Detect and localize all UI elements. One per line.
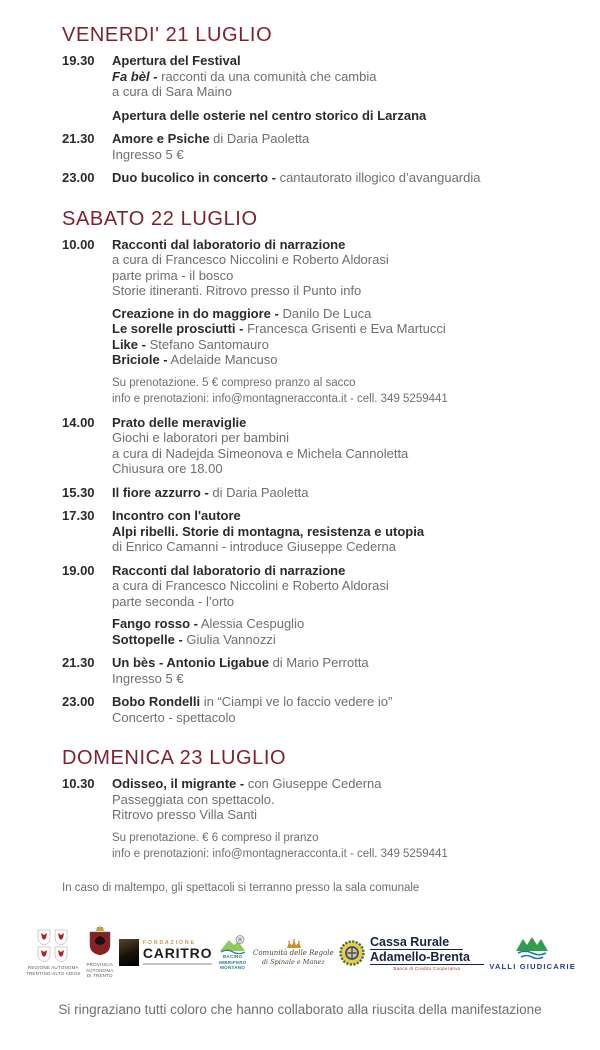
bad-weather-note: In caso di maltempo, gli spettacoli si terranno presso la sala comunale: [62, 881, 420, 894]
event-paragraph: [112, 375, 566, 407]
caritro-tagline-bar: [143, 963, 212, 965]
text-segment: parte prima - il bosco: [112, 267, 234, 283]
event-body: [112, 237, 566, 407]
event-body: [112, 485, 566, 501]
text-segment: Bobo Rondelli: [112, 694, 201, 709]
event-line: [112, 306, 566, 322]
text-segment: a cura di Francesco Niccolini e Roberto Aldorasi: [112, 578, 389, 593]
event-paragraph: [112, 655, 566, 686]
cassa-rurale-subtitle: Banca di Credito Cooperativo: [393, 965, 461, 971]
logo-comunita-regole-spinale-manez: [253, 939, 334, 966]
logo-cassa-rurale-adamello-brenta: [339, 935, 484, 971]
event-time: 14.00: [62, 414, 95, 430]
event-paragraph: [112, 237, 566, 299]
text-segment: Racconti dal laboratorio di narrazione: [112, 236, 346, 252]
regole-label-line2: di Spinale e Manez: [261, 958, 325, 966]
text-segment: Alessia Cespuglio: [197, 616, 305, 631]
bim-label-line1: BACINO: [222, 954, 243, 960]
event-time: 21.30: [62, 655, 95, 670]
event-time: 10.00: [62, 236, 95, 252]
text-segment: Apertura delle osterie nel centro storico di Larzana: [112, 107, 427, 123]
event-line: [112, 807, 566, 823]
event-line: [112, 461, 566, 477]
text-segment: a cura di Nadejda Simeonova e Michela Cannoletta: [112, 445, 409, 461]
event-body: [112, 776, 566, 862]
event-row: [62, 53, 566, 100]
text-segment: Fa bèl -: [112, 68, 158, 84]
text-segment: Creazione in do maggiore -: [112, 305, 279, 321]
event-line: [112, 415, 566, 431]
provincia-caption-line3: DI TRENTO: [86, 973, 113, 979]
event-paragraph: [112, 616, 566, 647]
text-segment: info e prenotazioni: info@montagneracconta.it - cell. 349 5259441: [112, 392, 448, 405]
valli-giudicarie-label: VALLI GIUDICARIE: [489, 961, 576, 971]
text-segment: Like -: [112, 336, 146, 352]
event-line: [112, 563, 566, 579]
event-line: [112, 53, 566, 69]
event-row: [62, 108, 566, 124]
text-segment: Su prenotazione. € 6 compreso il pranzo: [112, 831, 319, 844]
event-time: 23.00: [62, 170, 95, 185]
event-body: [112, 694, 566, 725]
text-segment: Duo bucolico in concerto -: [112, 170, 276, 185]
event-body: [112, 563, 566, 648]
text-segment: Odisseo, il migrante -: [112, 776, 245, 791]
text-segment: Danilo De Luca: [278, 305, 372, 321]
cassa-rurale-emblem-icon: [339, 940, 365, 966]
text-segment: di Daria Paoletta: [209, 131, 310, 146]
text-segment: di Mario Perrotta: [268, 655, 369, 670]
text-segment: Un bès - Antonio Ligabue: [112, 655, 269, 670]
event-line: [112, 539, 566, 555]
event-body: [112, 108, 566, 124]
event-paragraph: [112, 53, 566, 100]
text-segment: Stefano Santomauro: [145, 336, 269, 352]
event-time: 15.30: [62, 484, 95, 500]
text-segment: Chiusura ore 18.00: [112, 461, 223, 476]
event-line: [112, 283, 566, 299]
event-line: [112, 69, 566, 85]
event-line: [112, 776, 566, 792]
event-row: [62, 237, 566, 407]
event-line: [112, 108, 566, 124]
event-body: [112, 170, 566, 186]
event-row: [62, 485, 566, 501]
text-segment: con Giuseppe Cederna: [244, 776, 382, 791]
event-time: [62, 108, 112, 124]
event-line: [112, 694, 566, 710]
day-header: SABATO 22 LUGLIO: [62, 207, 258, 230]
text-segment: info e prenotazioni: info@montagneracconta.it - cell. 349 5259441: [112, 847, 448, 860]
event-line: [112, 237, 566, 253]
cassa-rurale-name-line2: Adamello-Brenta: [370, 950, 484, 965]
text-segment: di Daria Paoletta: [208, 484, 309, 500]
event-time: 21.30: [62, 131, 95, 146]
event-body: [112, 131, 566, 162]
event-line: [112, 446, 566, 462]
valli-giudicarie-mountains-icon: [504, 935, 562, 961]
text-segment: Adelaide Mancuso: [167, 352, 278, 367]
regole-label-line1: Comunità delle Regole: [252, 949, 334, 957]
text-segment: parte seconda - l’orto: [112, 593, 235, 609]
event-paragraph: [112, 485, 566, 501]
caritro-fondazione-label: FONDAZIONE: [142, 940, 196, 946]
text-segment: di Enrico Camanni - introduce Giuseppe Cederna: [112, 539, 396, 554]
event-paragraph: [112, 508, 566, 555]
provincia-shield-icon: [87, 926, 113, 960]
text-segment: a cura di Francesco Niccolini e Roberto Aldorasi: [112, 252, 389, 267]
event-time: 23.00: [62, 694, 95, 709]
text-segment: Amore e Psiche: [112, 131, 210, 146]
event-line: [112, 131, 566, 147]
event-line: [112, 268, 566, 284]
event-line: [112, 84, 566, 100]
event-body: [112, 508, 566, 555]
event-line: [112, 655, 566, 671]
text-segment: racconti da una comunità che cambia: [157, 68, 377, 84]
text-segment: Storie itineranti. Ritrovo presso il Punto info: [112, 283, 362, 298]
event-paragraph: [112, 694, 566, 725]
event-line: [112, 485, 566, 501]
cassa-rurale-name-line1: Cassa Rurale: [370, 935, 463, 950]
text-segment: Il fiore azzurro -: [112, 484, 209, 500]
event-line: [112, 578, 566, 594]
thanks-note: Si ringraziano tutti coloro che hanno collaborato alla riuscita della manifestazione: [58, 1001, 542, 1017]
event-line: [112, 375, 566, 391]
text-segment: Racconti dal laboratorio di narrazione: [112, 562, 346, 578]
event-body: [112, 53, 566, 100]
bim-label-line2: IMBRIFERO: [218, 959, 247, 965]
text-segment: Giulia Vannozzi: [182, 631, 276, 647]
event-time: 19.00: [62, 562, 95, 578]
provincia-caption-line2: AUTONOMA: [86, 967, 114, 973]
event-body: [112, 655, 566, 686]
day-header: VENERDI' 21 LUGLIO: [62, 24, 273, 46]
text-segment: Prato delle meraviglie: [112, 414, 247, 430]
sponsor-logos-row: [26, 920, 576, 986]
event-row: [62, 776, 566, 862]
event-paragraph: [112, 563, 566, 610]
event-line: [112, 508, 566, 524]
logo-regione-trentino-alto-adige: [26, 929, 81, 976]
event-row: [62, 694, 566, 725]
cassa-rurale-text: [370, 935, 484, 971]
logo-bacino-imbrifero-montano: [218, 934, 248, 971]
text-segment: Concerto - spettacolo: [112, 709, 236, 725]
logo-provincia-autonoma-trento: [86, 926, 114, 979]
event-line: [112, 337, 566, 353]
event-line: [112, 616, 566, 632]
text-segment: in “Ciampi ve lo faccio vedere io”: [200, 694, 393, 709]
text-segment: Passeggiata con spettacolo.: [112, 791, 275, 807]
text-segment: Incontro con l'autore: [112, 508, 241, 523]
regione-caption-line2: TRENTINO-ALTO ADIGE: [26, 970, 81, 976]
caritro-name-label: CARITRO: [142, 945, 213, 961]
day-header: DOMENICA 23 LUGLIO: [62, 747, 287, 769]
provincia-caption-line1: PROVINCIA: [86, 962, 114, 968]
text-segment: Francesca Grisenti e Eva Martucci: [243, 321, 446, 336]
text-segment: Ingresso 5 €: [112, 670, 184, 686]
regione-coat-of-arms-icon: [32, 929, 74, 963]
event-body: [112, 415, 566, 477]
event-row: [62, 415, 566, 477]
event-line: [112, 524, 566, 540]
text-segment: Su prenotazione. 5 € compreso pranzo al sacco: [112, 376, 356, 389]
event-paragraph: [112, 170, 566, 186]
text-segment: cantautorato illogico d’avanguardia: [275, 170, 481, 185]
caritro-text: [143, 940, 212, 965]
event-line: [112, 430, 566, 446]
event-line: [112, 594, 566, 610]
day-block: [62, 747, 566, 862]
text-segment: Le sorelle prosciutti -: [112, 321, 244, 336]
text-segment: Giochi e laboratori per bambini: [112, 430, 290, 445]
event-line: [112, 710, 566, 726]
text-segment: Sottopelle -: [112, 631, 183, 647]
text-segment: Apertura del Festival: [112, 53, 241, 68]
event-time: 17.30: [62, 508, 95, 523]
event-line: [112, 830, 566, 846]
event-paragraph: [112, 131, 566, 162]
event-line: [112, 792, 566, 808]
bim-mountain-icon: [218, 934, 248, 954]
day-block: [62, 24, 566, 186]
event-line: [112, 147, 566, 163]
event-line: [112, 321, 566, 337]
logo-fondazione-caritro: [119, 939, 212, 966]
event-paragraph: [112, 306, 566, 368]
event-time: 19.30: [62, 53, 95, 68]
bim-label-line3: MONTANO: [220, 965, 246, 971]
event-line: [112, 671, 566, 687]
event-line: [112, 252, 566, 268]
text-segment: a cura di Sara Maino: [112, 84, 232, 99]
event-paragraph: [112, 415, 566, 477]
event-paragraph: [112, 830, 566, 862]
text-segment: Alpi ribelli. Storie di montagna, resistenza e utopia: [112, 523, 425, 539]
event-time: 10.30: [62, 776, 95, 791]
event-line: [112, 170, 566, 186]
text-segment: Fango rosso -: [112, 616, 198, 631]
event-paragraph: [112, 108, 566, 124]
event-row: [62, 655, 566, 686]
event-line: [112, 632, 566, 648]
event-row: [62, 508, 566, 555]
event-row: [62, 131, 566, 162]
event-line: [112, 846, 566, 862]
logo-valli-giudicarie: [489, 935, 576, 971]
event-line: [112, 352, 566, 368]
event-row: [62, 563, 566, 648]
regione-caption-line1: REGIONE AUTONOMA: [27, 965, 79, 970]
event-paragraph: [112, 776, 566, 823]
day-block: [62, 208, 566, 726]
caritro-artwork-icon: [119, 939, 139, 966]
text-segment: Ritrovo presso Villa Santi: [112, 807, 257, 822]
event-line: [112, 391, 566, 407]
text-segment: Briciole -: [112, 352, 168, 367]
event-row: [62, 170, 566, 186]
text-segment: Ingresso 5 €: [112, 146, 184, 162]
regole-crown-icon: [284, 939, 302, 949]
